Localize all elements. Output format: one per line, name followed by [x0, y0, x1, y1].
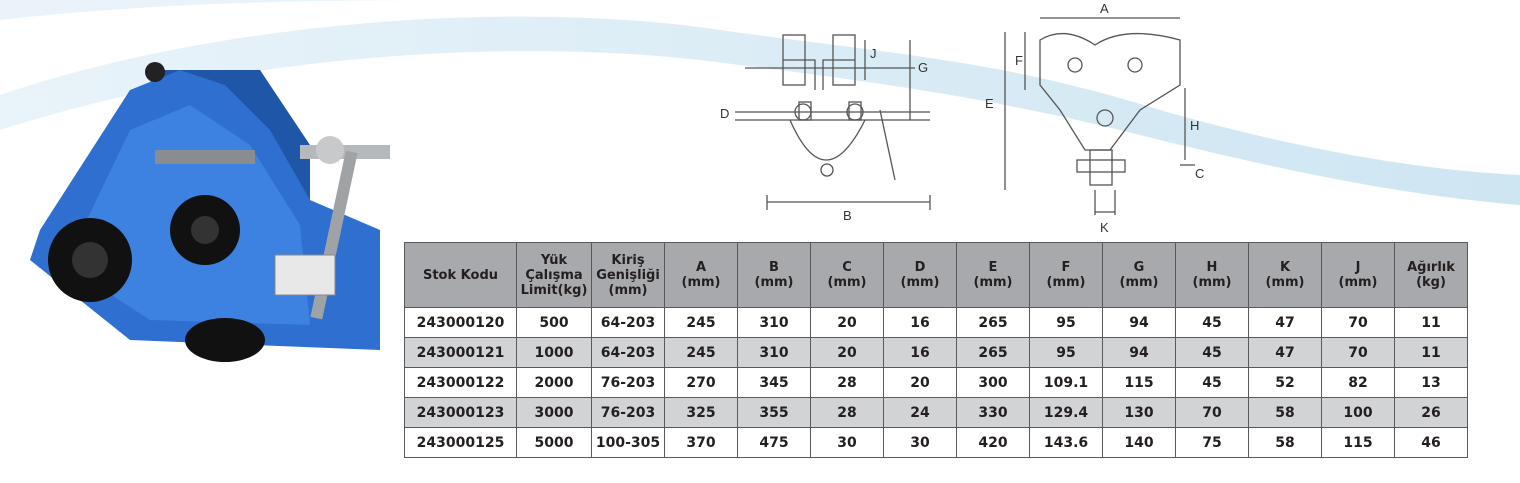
- table-row: [405, 398, 1468, 428]
- column-header-a: A (mm): [665, 243, 738, 308]
- table-cell-stok-kodu: 243000121: [405, 338, 517, 368]
- table-cell-k: 58: [1249, 428, 1322, 458]
- table-cell-stok-kodu: 243000125: [405, 428, 517, 458]
- table-cell-f: 129.4: [1030, 398, 1103, 428]
- side-view-diagram: [985, 0, 1205, 240]
- label-k: K: [1100, 220, 1109, 235]
- label-e: E: [985, 96, 994, 111]
- table-cell-c: 28: [811, 398, 884, 428]
- table-cell-h: 45: [1176, 308, 1249, 338]
- table-cell-yuk: 5000: [517, 428, 592, 458]
- table-cell-yuk: 1000: [517, 338, 592, 368]
- table-cell-k: 58: [1249, 398, 1322, 428]
- table-cell-g: 94: [1103, 308, 1176, 338]
- table-cell-agirlik: 26: [1395, 398, 1468, 428]
- table-cell-agirlik: 11: [1395, 308, 1468, 338]
- table-cell-e: 265: [957, 308, 1030, 338]
- table-cell-g: 94: [1103, 338, 1176, 368]
- column-header-c: C (mm): [811, 243, 884, 308]
- table-cell-f: 95: [1030, 308, 1103, 338]
- table-cell-k: 47: [1249, 308, 1322, 338]
- table-cell-agirlik: 13: [1395, 368, 1468, 398]
- column-header-e: E (mm): [957, 243, 1030, 308]
- column-header-yuk: Yük Çalışma Limit(kg): [517, 243, 592, 308]
- beam-trolley-product-image: [10, 50, 400, 380]
- table-cell-d: 24: [884, 398, 957, 428]
- table-cell-j: 82: [1322, 368, 1395, 398]
- table-cell-stok-kodu: 243000120: [405, 308, 517, 338]
- table-cell-d: 16: [884, 338, 957, 368]
- table-cell-j: 70: [1322, 338, 1395, 368]
- label-c: C: [1195, 166, 1205, 181]
- table-cell-f: 95: [1030, 338, 1103, 368]
- column-header-kiris: Kiriş Genişliği (mm): [592, 243, 665, 308]
- table-cell-a: 325: [665, 398, 738, 428]
- table-cell-d: 16: [884, 308, 957, 338]
- table-cell-b: 310: [738, 338, 811, 368]
- table-header: [405, 243, 1468, 308]
- column-header-f: F (mm): [1030, 243, 1103, 308]
- label-f: F: [1015, 53, 1023, 68]
- column-header-k: K (mm): [1249, 243, 1322, 308]
- table-cell-d: 20: [884, 368, 957, 398]
- table-cell-kiris: 76-203: [592, 368, 665, 398]
- column-header-agirlik: Ağırlık (kg): [1395, 243, 1468, 308]
- table-cell-a: 245: [665, 308, 738, 338]
- table-cell-yuk: 500: [517, 308, 592, 338]
- table-cell-c: 20: [811, 338, 884, 368]
- label-g: G: [918, 60, 929, 75]
- table-cell-g: 140: [1103, 428, 1176, 458]
- table-cell-c: 30: [811, 428, 884, 458]
- table-cell-c: 20: [811, 308, 884, 338]
- table-cell-a: 245: [665, 338, 738, 368]
- table-cell-j: 70: [1322, 308, 1395, 338]
- table-cell-e: 300: [957, 368, 1030, 398]
- table-row: [405, 368, 1468, 398]
- label-j: J: [870, 46, 877, 61]
- table-cell-stok-kodu: 243000123: [405, 398, 517, 428]
- table-cell-h: 75: [1176, 428, 1249, 458]
- table-cell-e: 330: [957, 398, 1030, 428]
- column-header-stok-kodu: Stok Kodu: [405, 243, 517, 308]
- table-cell-j: 115: [1322, 428, 1395, 458]
- column-header-b: B (mm): [738, 243, 811, 308]
- column-header-j: J (mm): [1322, 243, 1395, 308]
- label-h: H: [1190, 118, 1200, 133]
- table-row: [405, 338, 1468, 368]
- table-cell-kiris: 76-203: [592, 398, 665, 428]
- table-cell-b: 355: [738, 398, 811, 428]
- table-cell-a: 370: [665, 428, 738, 458]
- table-cell-b: 345: [738, 368, 811, 398]
- table-cell-h: 70: [1176, 398, 1249, 428]
- table-cell-yuk: 2000: [517, 368, 592, 398]
- header-row: [405, 243, 1468, 308]
- table-body: [405, 308, 1468, 458]
- table-cell-agirlik: 46: [1395, 428, 1468, 458]
- table-cell-e: 420: [957, 428, 1030, 458]
- table-cell-kiris: 64-203: [592, 308, 665, 338]
- label-d: D: [720, 106, 730, 121]
- table-cell-b: 310: [738, 308, 811, 338]
- table-cell-j: 100: [1322, 398, 1395, 428]
- table-cell-k: 52: [1249, 368, 1322, 398]
- column-header-h: H (mm): [1176, 243, 1249, 308]
- table-cell-c: 28: [811, 368, 884, 398]
- table-cell-h: 45: [1176, 368, 1249, 398]
- table-cell-h: 45: [1176, 338, 1249, 368]
- label-a: A: [1100, 1, 1109, 16]
- table-cell-kiris: 64-203: [592, 338, 665, 368]
- table-row: [405, 428, 1468, 458]
- table-cell-f: 143.6: [1030, 428, 1103, 458]
- column-header-g: G (mm): [1103, 243, 1176, 308]
- column-header-d: D (mm): [884, 243, 957, 308]
- specification-table: [404, 242, 1468, 458]
- table-cell-e: 265: [957, 338, 1030, 368]
- table-cell-yuk: 3000: [517, 398, 592, 428]
- table-cell-stok-kodu: 243000122: [405, 368, 517, 398]
- table-cell-agirlik: 11: [1395, 338, 1468, 368]
- front-view-diagram: [715, 20, 950, 225]
- table-cell-g: 115: [1103, 368, 1176, 398]
- table-cell-a: 270: [665, 368, 738, 398]
- table-cell-g: 130: [1103, 398, 1176, 428]
- table-cell-k: 47: [1249, 338, 1322, 368]
- table-row: [405, 308, 1468, 338]
- table-cell-d: 30: [884, 428, 957, 458]
- table-cell-b: 475: [738, 428, 811, 458]
- table-cell-kiris: 100-305: [592, 428, 665, 458]
- table-cell-f: 109.1: [1030, 368, 1103, 398]
- label-b: B: [843, 208, 852, 223]
